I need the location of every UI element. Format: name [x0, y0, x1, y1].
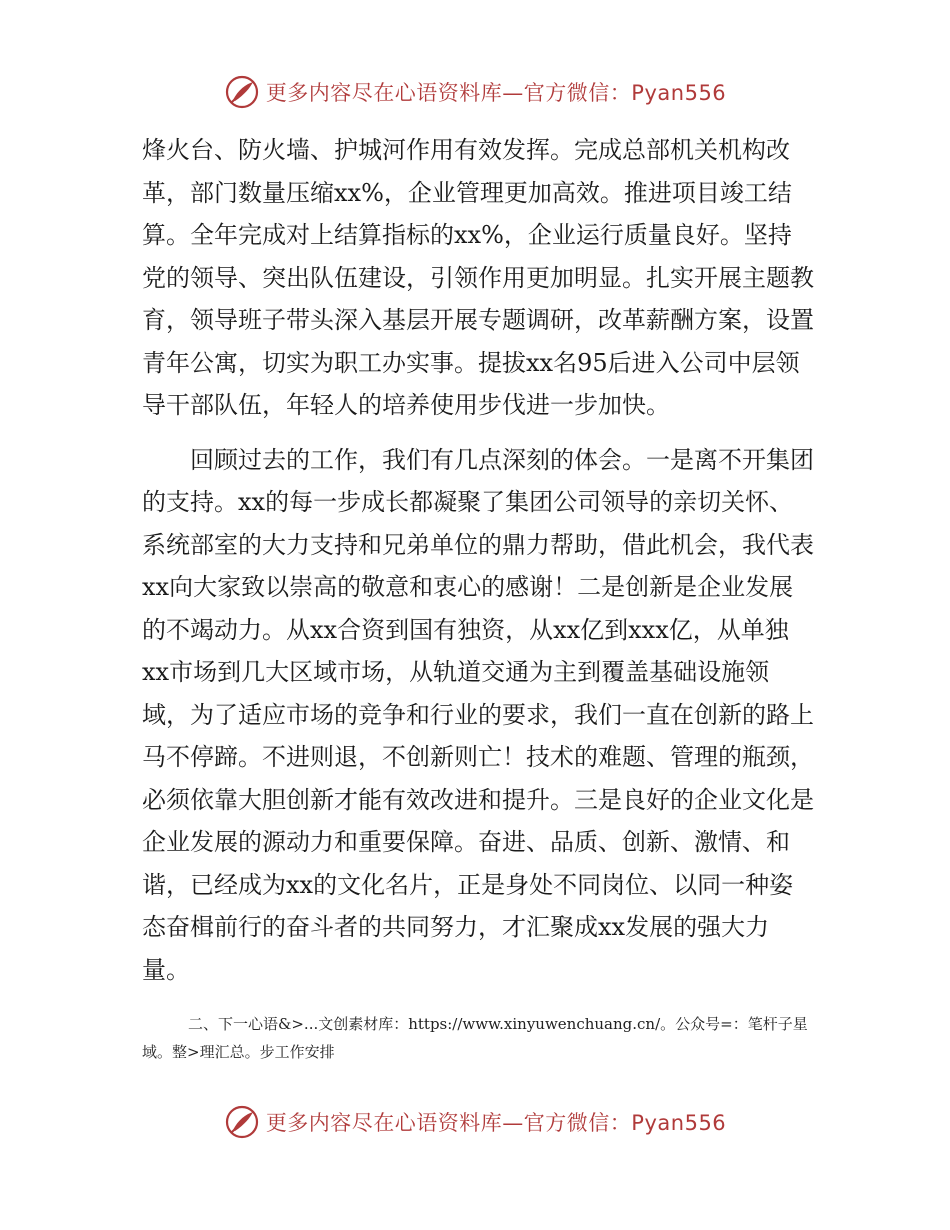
feather-pen-logo-icon	[224, 1104, 260, 1140]
document-body	[142, 129, 814, 991]
header-banner	[0, 70, 950, 114]
banner-text: 更多内容尽在心语资料库—官方微信：Pyan556	[265, 81, 727, 105]
paragraph-2: 回顾过去的工作，我们有几点深刻的体会。一是离不开集团的支持。xx的每一步成长都凝聚了集团公司领导的亲切关怀、系统部室的大力支持和兄弟单位的鼎力帮助，借此机会，我代表xx向大家致以崇高的敬意和衷心的感谢！二是创新是企业发展的不竭动力。从xx合资到国有独资，从xx亿到xxx亿，从单独xx市场到几大区域市场，从轨道交通为主到覆盖基础设施领域，为了适应市场的竞争和行业的要求，我们一直在创新的路上马不停蹄。不进则退，不创新则亡！技术的难题、管理的瓶颈，必须依靠大胆创新才能有效改进和提升。三是良好的企业文化是企业发展的源动力和重要保障。奋进、品质、创新、激情、和谐，已经成为xx的文化名片，正是身处不同岗位、以同一种姿态奋楫前行的奋斗者的共同努力，才汇聚成xx发展的强大力量。	[142, 445, 814, 984]
footer-banner	[0, 1100, 950, 1144]
banner-text: 更多内容尽在心语资料库—官方微信：Pyan556	[265, 1111, 727, 1135]
source-note	[142, 1010, 814, 1066]
note-text: 二、下一心语&>...文创素材库：https://www.xinyuwenchuang.cn/。公众号=：笔杆子星域。整>理汇总。步工作安排	[142, 1015, 808, 1061]
feather-pen-logo-icon	[224, 74, 260, 110]
paragraph-1: 烽火台、防火墙、护城河作用有效发挥。完成总部机关机构改革，部门数量压缩xx%，企业管理更加高效。推进项目竣工结算。全年完成对上结算指标的xx%，企业运行质量良好。坚持党的领导、突出队伍建设，引领作用更加明显。扎实开展主题教育，领导班子带头深入基层开展专题调研，改革薪酬方案，设置青年公寓，切实为职工办实事。提拔xx名95后进入公司中层领导干部队伍，年轻人的培养使用步伐进一步加快。	[142, 136, 814, 419]
